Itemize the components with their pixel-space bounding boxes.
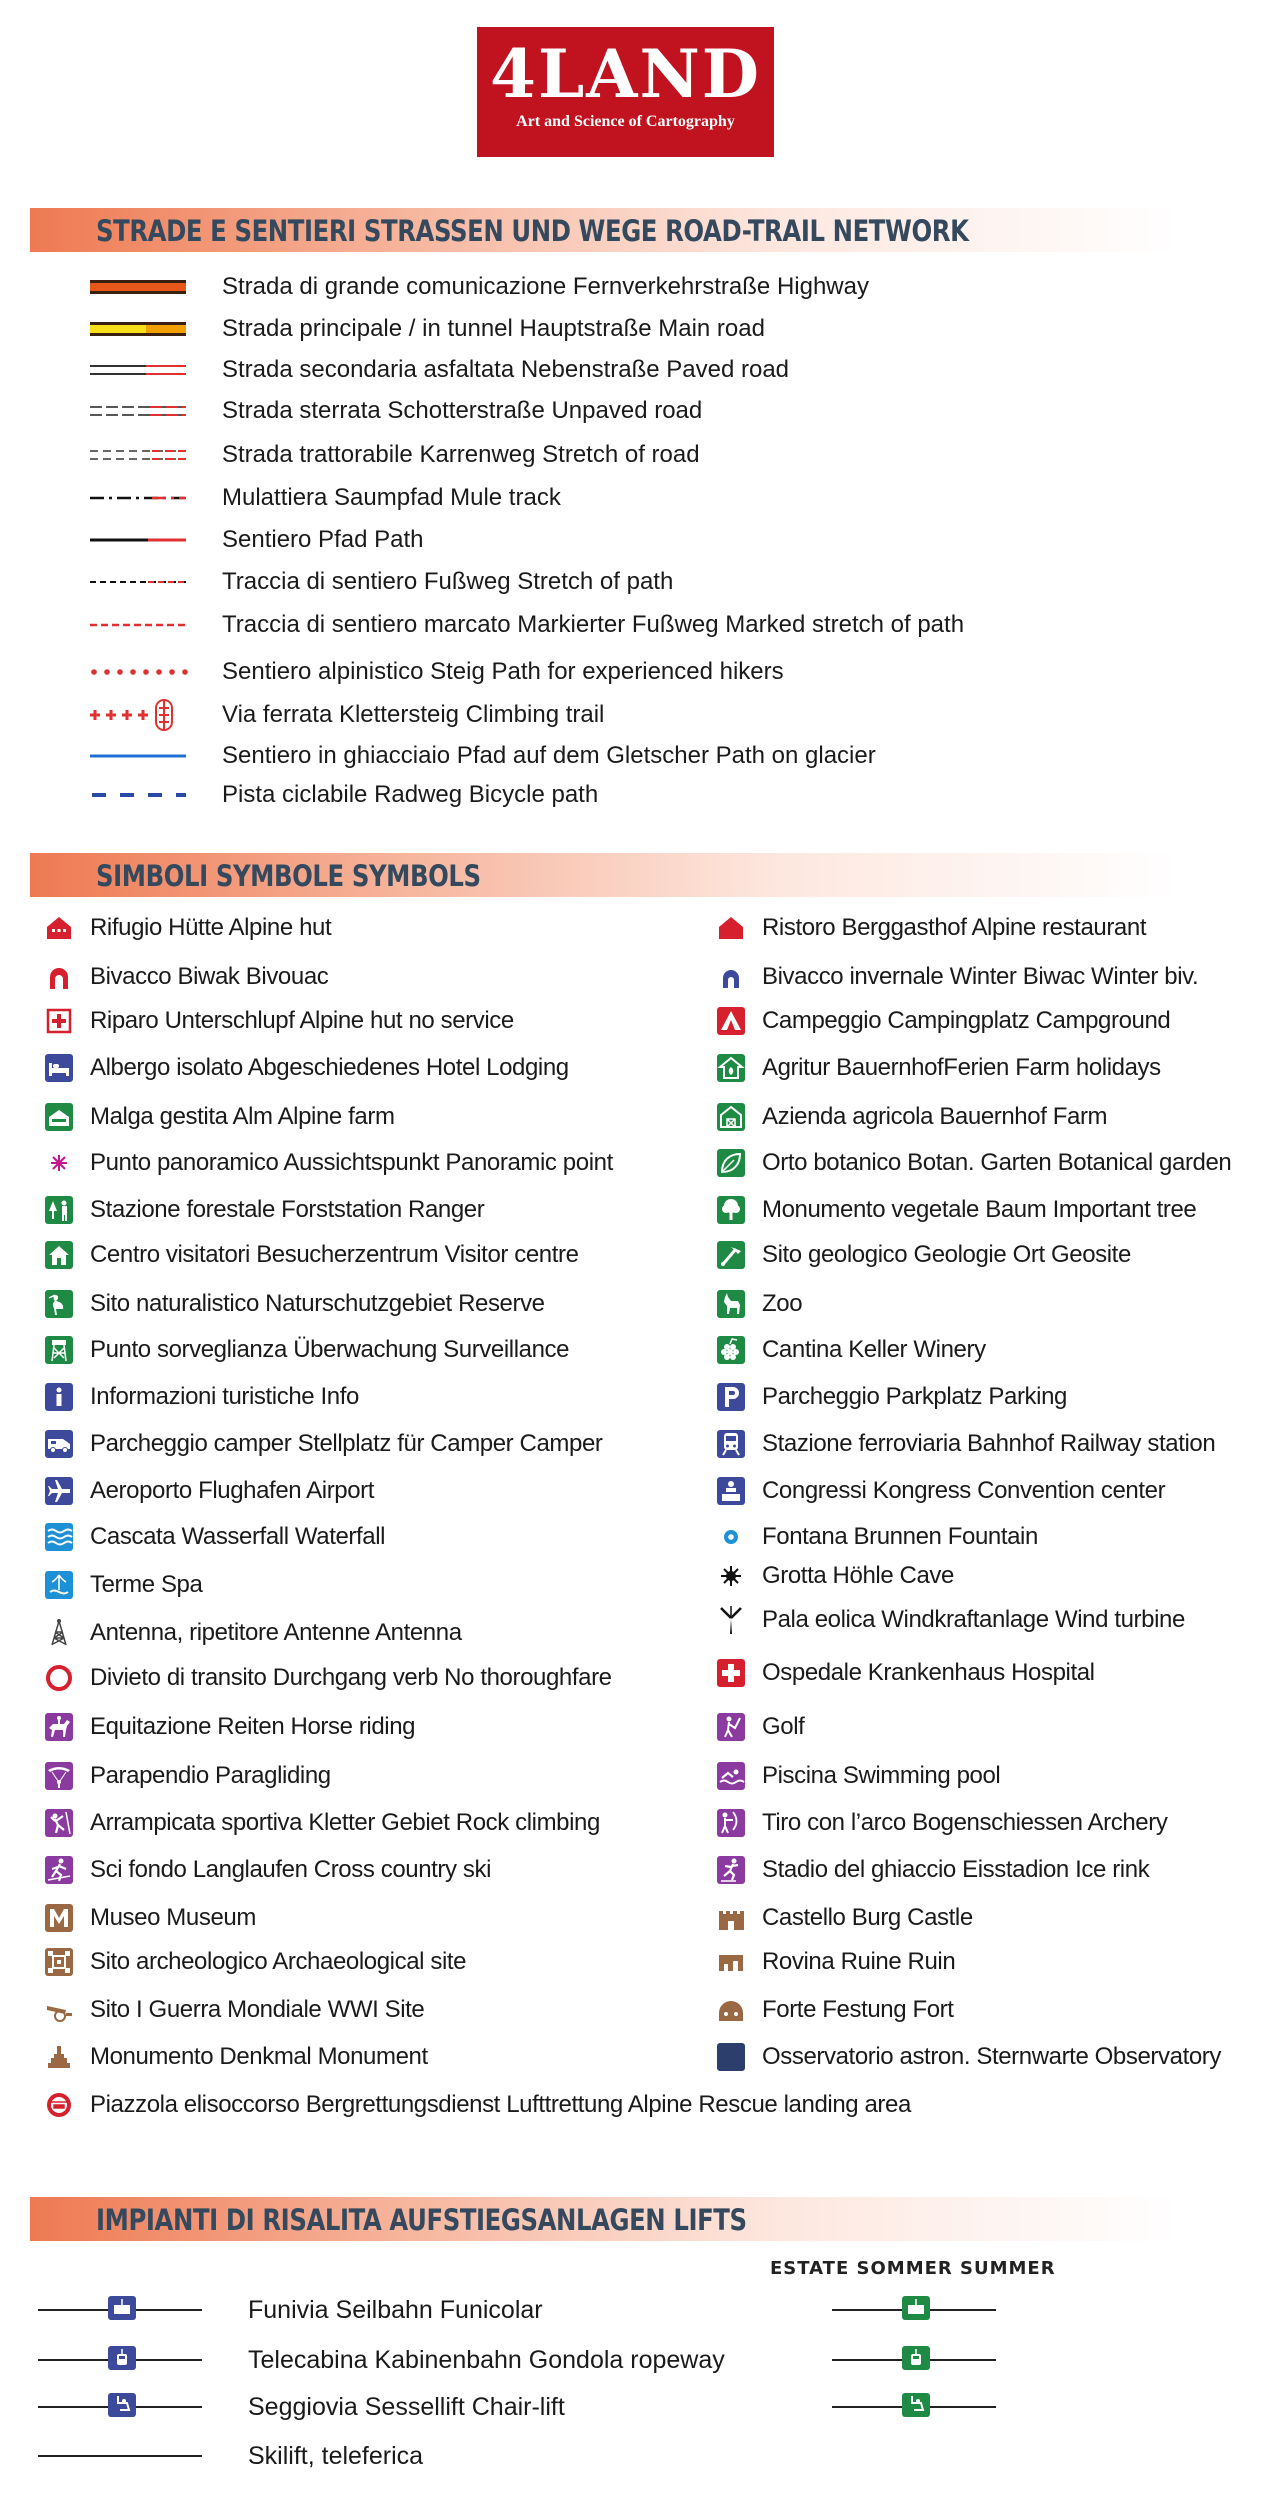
helicopter-icon: [42, 2088, 76, 2122]
horse-riding-icon: [42, 1710, 76, 1744]
road-row-bicycle: [86, 777, 1206, 813]
brand-logo: [477, 27, 774, 157]
legend-label: Zoo: [762, 1290, 803, 1317]
alpine-farm-icon: [42, 1100, 76, 1134]
heron-icon: [42, 1287, 76, 1321]
skilift-icon: [36, 2436, 204, 2476]
bicycle-line-symbol: [86, 777, 190, 813]
paraglider-icon: [42, 1759, 76, 1793]
road-label: Via ferrata Klettersteig Climbing trail: [222, 701, 605, 728]
archaeology-icon: [42, 1945, 76, 1979]
lift-label: Skilift, teleferica: [248, 2442, 424, 2470]
road-label: Mulattiera Saumpfad Mule track: [222, 484, 561, 511]
fort-icon: [714, 1993, 748, 2027]
legend-label: Sito I Guerra Mondiale WWI Site: [90, 1996, 425, 2023]
antenna-icon: [42, 1616, 76, 1650]
legend-label: Bivacco Biwak Bivouac: [90, 963, 329, 990]
section-title-symbols: SIMBOLI SYMBOLE SYMBOLS: [96, 859, 481, 893]
legend-label: Golf: [762, 1713, 805, 1740]
archery-icon: [714, 1806, 748, 1840]
info-icon: [42, 1380, 76, 1414]
legend-label: Monumento Denkmal Monument: [90, 2043, 428, 2070]
legend-label: Pala eolica Windkraftanlage Wind turbine: [762, 1606, 1185, 1633]
legend-label: Piazzola elisoccorso Bergrettungsdienst Lufttrettung Alpine Rescue landing area: [90, 2091, 911, 2118]
legend-label: Sito naturalistico Naturschutzgebiet Reserve: [90, 1290, 545, 1317]
farm-icon: [714, 1100, 748, 1134]
section-header-lifts: [30, 2197, 1180, 2241]
convention-icon: [714, 1474, 748, 1508]
road-row-stretch-road: [86, 437, 1206, 473]
road-label: Strada trattorabile Karrenweg Stretch of road: [222, 441, 700, 468]
wind-turbine-icon: [714, 1603, 748, 1637]
legend-label: Punto sorveglianza Überwachung Surveillance: [90, 1336, 570, 1363]
legend-label: Ristoro Berggasthof Alpine restaurant: [762, 914, 1147, 941]
road-row-paved: [86, 352, 1206, 388]
main-line-symbol: [86, 311, 190, 347]
road-label: Sentiero Pfad Path: [222, 526, 424, 553]
shelter-icon: [42, 1004, 76, 1038]
legend-label: Sito geologico Geologie Ort Geosite: [762, 1241, 1131, 1268]
legend-label: Equitazione Reiten Horse riding: [90, 1713, 416, 1740]
via-ferrata-line-symbol: [86, 697, 190, 733]
legend-label: Parcheggio Parkplatz Parking: [762, 1383, 1067, 1410]
legend-label: Centro visitatori Besucherzentrum Visitor centre: [90, 1241, 579, 1268]
climbing-icon: [42, 1806, 76, 1840]
road-label: Pista ciclabile Radweg Bicycle path: [222, 781, 599, 808]
winter-bivouac-icon: [714, 960, 748, 994]
legend-label: Stazione ferroviaria Bahnhof Railway station: [762, 1430, 1216, 1457]
road-row-main: [86, 311, 1206, 347]
lift-label: Seggiovia Sessellift Chair-lift: [248, 2393, 565, 2421]
road-label: Sentiero in ghiacciaio Pfad auf dem Gletscher Path on glacier: [222, 742, 876, 769]
legend-label: Cascata Wasserfall Waterfall: [90, 1523, 386, 1550]
stretch-road-line-symbol: [86, 437, 190, 473]
road-row-highway: [86, 269, 1206, 305]
legend-label: Sci fondo Langlaufen Cross country ski: [90, 1856, 492, 1883]
geosite-icon: [714, 1238, 748, 1272]
section-header-symbols: [30, 853, 1180, 897]
summer-gondola-icon: [830, 2340, 998, 2380]
agritur-icon: [714, 1051, 748, 1085]
legend-label: Riparo Unterschlupf Alpine hut no service: [90, 1007, 514, 1034]
legend-label: Stadio del ghiaccio Eisstadion Ice rink: [762, 1856, 1150, 1883]
castle-icon: [714, 1901, 748, 1935]
legend-label: Sito archeologico Archaeological site: [90, 1948, 467, 1975]
glacier-line-symbol: [86, 738, 190, 774]
cross-country-ski-icon: [42, 1853, 76, 1887]
legend-label: Campeggio Campingplatz Campground: [762, 1007, 1171, 1034]
cannon-icon: [42, 1993, 76, 2027]
watchtower-icon: [42, 1333, 76, 1367]
legend-label: Stazione forestale Forststation Ranger: [90, 1196, 485, 1223]
legend-label: Bivacco invernale Winter Biwac Winter biv.: [762, 963, 1199, 990]
section-title-lifts: IMPIANTI DI RISALITA AUFSTIEGSANLAGEN LIFTS: [96, 2203, 747, 2237]
chairlift-icon: [36, 2387, 204, 2427]
observatory-icon: [714, 2040, 748, 2074]
panorama-icon: [42, 1146, 76, 1180]
zoo-icon: [714, 1287, 748, 1321]
funicular-icon: [36, 2290, 204, 2330]
summer-chairlift-icon: [830, 2387, 998, 2427]
restaurant-icon: [714, 911, 748, 945]
legend-label: Forte Festung Fort: [762, 1996, 954, 2023]
section-title-roads: STRADE E SENTIERI STRASSEN UND WEGE ROAD-TRAIL NETWORK: [96, 214, 969, 248]
legend-label: Cantina Keller Winery: [762, 1336, 986, 1363]
stretch-path-line-symbol: [86, 564, 190, 600]
legend-label: Orto botanico Botan. Garten Botanical garden: [762, 1149, 1232, 1176]
legend-label: Tiro con l’arco Bogenschiessen Archery: [762, 1809, 1168, 1836]
legend-label: Museo Museum: [90, 1904, 256, 1931]
mule-line-symbol: [86, 480, 190, 516]
no-entry-icon: [42, 1661, 76, 1695]
hut-icon: [42, 911, 76, 945]
legend-label: Rovina Ruine Ruin: [762, 1948, 956, 1975]
legend-label: Ospedale Krankenhaus Hospital: [762, 1659, 1095, 1686]
unpaved-line-symbol: [86, 393, 190, 429]
road-row-glacier: [86, 738, 1206, 774]
parking-icon: [714, 1380, 748, 1414]
road-label: Traccia di sentiero Fußweg Stretch of path: [222, 568, 674, 595]
legend-label: Aeroporto Flughafen Airport: [90, 1477, 375, 1504]
legend-label: Divieto di transito Durchgang verb No thoroughfare: [90, 1664, 612, 1691]
road-row-marked-path: [86, 607, 1206, 643]
botanical-icon: [714, 1146, 748, 1180]
museum-icon: [42, 1901, 76, 1935]
summer-label: ESTATE SOMMER SUMMER: [770, 2258, 1056, 2279]
legend-label: Agritur BauernhofFerien Farm holidays: [762, 1054, 1161, 1081]
legend-label: Antenna, ripetitore Antenne Antenna: [90, 1619, 462, 1646]
section-header-roads: [30, 208, 1180, 252]
highway-line-symbol: [86, 269, 190, 305]
road-label: Sentiero alpinistico Steig Path for experienced hikers: [222, 658, 784, 685]
spa-icon: [42, 1568, 76, 1602]
bed-icon: [42, 1051, 76, 1085]
road-label: Strada principale / in tunnel Hauptstraße Main road: [222, 315, 765, 342]
ruin-icon: [714, 1945, 748, 1979]
train-icon: [714, 1427, 748, 1461]
legend-label: Congressi Kongress Convention center: [762, 1477, 1166, 1504]
summer-funicular-icon: [830, 2290, 998, 2330]
airplane-icon: [42, 1474, 76, 1508]
legend-label: Punto panoramico Aussichtspunkt Panoramic point: [90, 1149, 613, 1176]
road-row-unpaved: [86, 393, 1206, 429]
legend-label: Parapendio Paragliding: [90, 1762, 331, 1789]
road-row-alpine-path: [86, 654, 1206, 690]
swimming-icon: [714, 1759, 748, 1793]
alpine-path-line-symbol: [86, 654, 190, 690]
cave-icon: [714, 1559, 748, 1593]
logo-subtitle: Art and Science of Cartography: [516, 113, 735, 130]
monument-icon: [42, 2040, 76, 2074]
visitor-centre-icon: [42, 1238, 76, 1272]
road-row-mule: [86, 480, 1206, 516]
tree-icon: [714, 1193, 748, 1227]
road-label: Strada secondaria asfaltata Nebenstraße Paved road: [222, 356, 790, 383]
gondola-icon: [36, 2340, 204, 2380]
legend-label: Informazioni turistiche Info: [90, 1383, 359, 1410]
road-row-path: [86, 522, 1206, 558]
marked-path-line-symbol: [86, 607, 190, 643]
road-row-stretch-path: [86, 564, 1206, 600]
legend-label: Parcheggio camper Stellplatz für Camper Camper: [90, 1430, 603, 1457]
legend-label: Albergo isolato Abgeschiedenes Hotel Lodging: [90, 1054, 569, 1081]
legend-label: Azienda agricola Bauernhof Farm: [762, 1103, 1108, 1130]
campground-icon: [714, 1004, 748, 1038]
lift-label: Telecabina Kabinenbahn Gondola ropeway: [248, 2346, 725, 2374]
logo-title: 4LAND: [489, 35, 762, 113]
hospital-icon: [714, 1656, 748, 1690]
legend-label: Terme Spa: [90, 1571, 203, 1598]
road-label: Strada di grande comunicazione Fernverkehrstraße Highway: [222, 273, 869, 300]
path-line-symbol: [86, 522, 190, 558]
camper-icon: [42, 1427, 76, 1461]
road-label: Strada sterrata Schotterstraße Unpaved road: [222, 397, 703, 424]
road-row-via-ferrata: [86, 697, 1206, 733]
bivouac-icon: [42, 960, 76, 994]
legend-label: Osservatorio astron. Sternwarte Observatory: [762, 2043, 1221, 2070]
fountain-icon: [714, 1520, 748, 1554]
road-label: Traccia di sentiero marcato Markierter Fußweg Marked stretch of path: [222, 611, 965, 638]
legend-label: Grotta Höhle Cave: [762, 1562, 954, 1589]
ranger-icon: [42, 1193, 76, 1227]
legend-label: Castello Burg Castle: [762, 1904, 973, 1931]
legend-label: Arrampicata sportiva Kletter Gebiet Rock climbing: [90, 1809, 600, 1836]
golf-icon: [714, 1710, 748, 1744]
legend-label: Malga gestita Alm Alpine farm: [90, 1103, 395, 1130]
paved-line-symbol: [86, 352, 190, 388]
ice-rink-icon: [714, 1853, 748, 1887]
grapes-icon: [714, 1333, 748, 1367]
legend-label: Piscina Swimming pool: [762, 1762, 1001, 1789]
lift-label: Funivia Seilbahn Funicolar: [248, 2296, 543, 2324]
legend-label: Monumento vegetale Baum Important tree: [762, 1196, 1197, 1223]
waterfall-icon: [42, 1520, 76, 1554]
legend-label: Rifugio Hütte Alpine hut: [90, 914, 332, 941]
legend-label: Fontana Brunnen Fountain: [762, 1523, 1038, 1550]
lift-row: [36, 2436, 1136, 2476]
